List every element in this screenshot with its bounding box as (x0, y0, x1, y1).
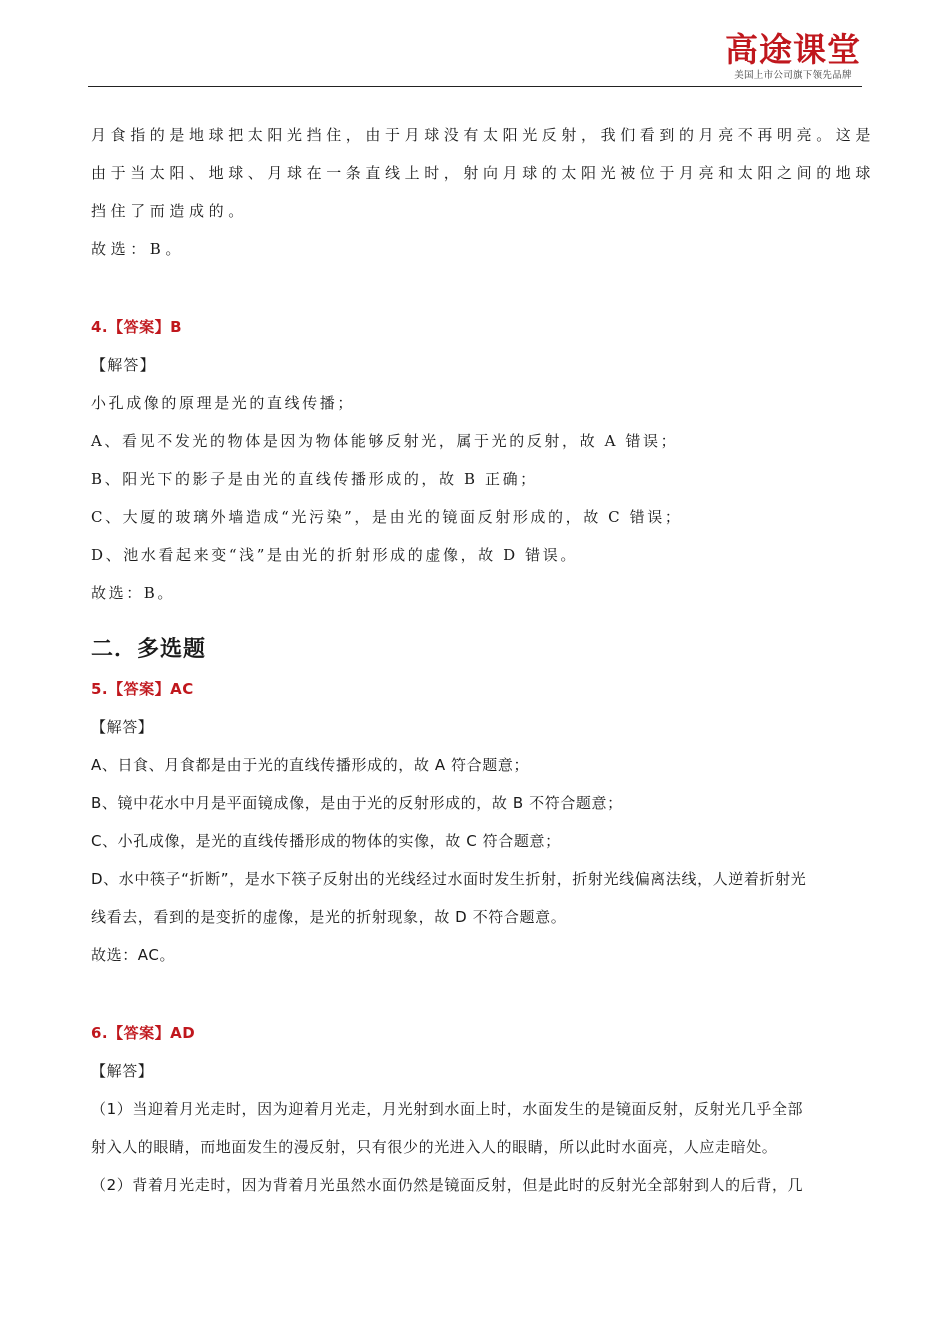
q6-answer: 6.【答案】AD (91, 1024, 196, 1042)
q5-line-5: 线看去，看到的是变折的虚像，是光的折射现象，故 D 不符合题意。 (91, 908, 567, 926)
section-title: 二．多选题 (91, 637, 207, 662)
intro-line-3: 挡住了而造成的。 (91, 202, 248, 220)
q5-line-1: A、日食、月食都是由于光的直线传播形成的，故 A 符合题意； (91, 756, 530, 774)
q4-line-4: C、大厦的玻璃外墙造成“光污染”，是由光的镜面反射形成的，故 C 错误； (91, 508, 683, 526)
q6-line-1: （1）当迎着月光走时，因为迎着月光走，月光射到水面上时，水面发生的是镜面反射，反射光几乎全部 (91, 1100, 804, 1118)
q4-line-5: D、池水看起来变“浅”是由光的折射形成的虚像，故 D 错误。 (91, 546, 578, 564)
intro-explanation (91, 116, 876, 268)
question-4 (91, 308, 861, 612)
q4-answer: 4.【答案】B (91, 318, 183, 336)
logo-tagline: 美国上市公司旗下领先品牌 (734, 70, 852, 81)
q5-line-2: B、镜中花水中月是平面镜成像，是由于光的反射形成的，故 B 不符合题意； (91, 794, 623, 812)
q4-label: 【解答】 (91, 356, 156, 374)
q5-answer: 5.【答案】AC (91, 680, 194, 698)
document-body (91, 116, 876, 1204)
logo-title: 高途课堂 (725, 30, 861, 69)
question-5 (91, 670, 861, 974)
q6-line-2: 射入人的眼睛，而地面发生的漫反射，只有很少的光进入人的眼睛，所以此时水面亮，人应走暗处。 (91, 1138, 778, 1156)
intro-choice: 故选：B。 (91, 240, 186, 258)
q4-line-1: 小孔成像的原理是光的直线传播； (91, 394, 356, 412)
q5-label: 【解答】 (91, 718, 154, 736)
q4-line-3: B、阳光下的影子是由光的直线传播形成的，故 B 正确； (91, 470, 538, 488)
q6-label: 【解答】 (91, 1062, 154, 1080)
q5-choice: 故选：AC。 (91, 946, 176, 964)
q4-line-2: A、看见不发光的物体是因为物体能够反射光，属于光的反射，故 A 错误； (91, 432, 679, 450)
q5-line-3: C、小孔成像，是光的直线传播形成的物体的实像，故 C 符合题意； (91, 832, 561, 850)
q4-choice: 故选：B。 (91, 584, 176, 602)
question-6 (91, 1014, 861, 1204)
q5-line-4: D、水中筷子“折断”，是水下筷子反射出的光线经过水面时发生折射，折射光线偏离法线，人逆着折射光 (91, 870, 807, 888)
intro-line-2: 由于当太阳、地球、月球在一条直线上时，射向月球的太阳光被位于月亮和太阳之间的地球 (91, 164, 876, 182)
intro-line-1: 月食指的是地球把太阳光挡住，由于月球没有太阳光反射，我们看到的月亮不再明亮。这是 (91, 126, 876, 144)
header-divider (88, 86, 862, 87)
brand-logo (724, 30, 862, 82)
page-header (88, 28, 862, 88)
q6-line-3: （2）背着月光走时，因为背着月光虽然水面仍然是镜面反射，但是此时的反射光全部射到人的后背，几 (91, 1176, 804, 1194)
